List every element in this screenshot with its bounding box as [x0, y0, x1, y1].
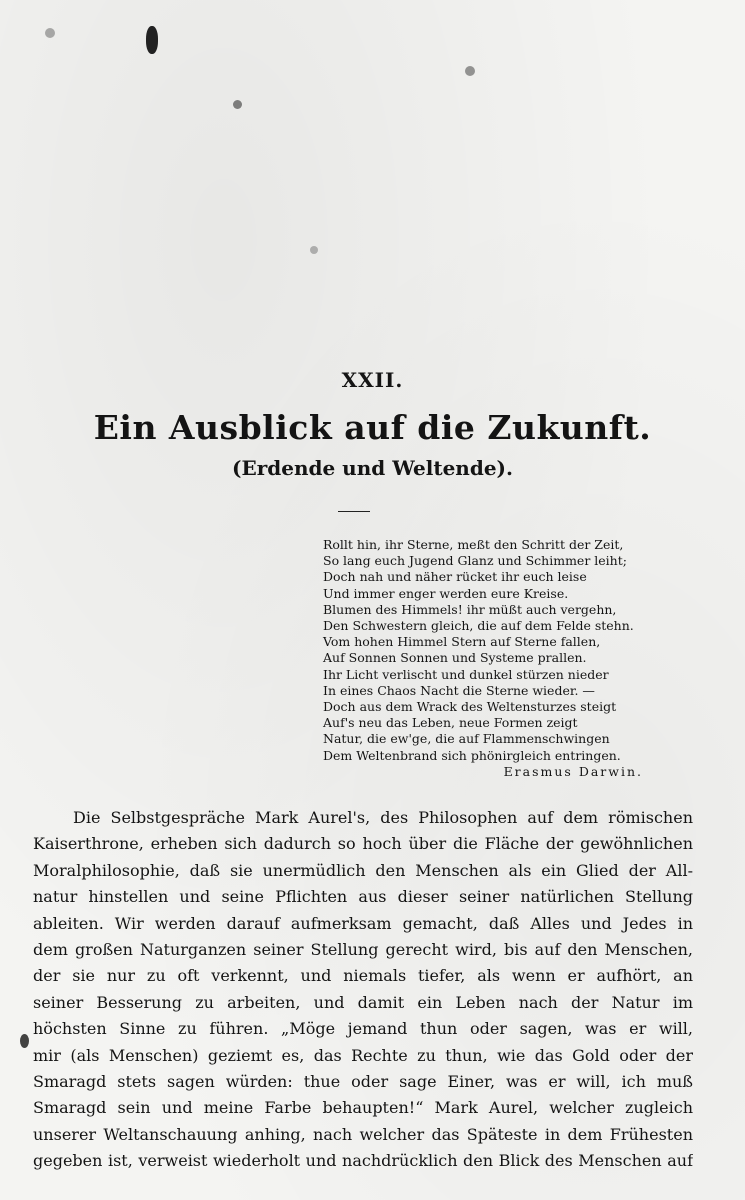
ink-speck — [465, 66, 475, 76]
body-line: der sie nur zu oft verkennt, und niemals tiefer, als wenn er aufhört, an — [33, 966, 693, 986]
poem-line: Rollt hin, ihr Sterne, meßt den Schritt der Zeit, — [323, 537, 624, 552]
poem-line: Ihr Licht verlischt und dunkel stürzen nieder — [323, 666, 609, 682]
body-line: natur hinstellen und seine Pflichten aus dieser seiner natürlichen Stellung — [33, 887, 693, 907]
body-line: höchsten Sinne zu führen. „Möge jemand thun oder sagen, was er will, — [33, 1019, 693, 1039]
ink-speck — [146, 26, 158, 54]
ink-speck — [20, 1034, 29, 1048]
poem-line: Dem Weltenbrand sich phönirgleich entringen. — [323, 747, 621, 763]
body-line: dem großen Naturganzen seiner Stellung gerecht wird, bis auf den Menschen, — [33, 940, 693, 960]
body-line: Moralphilosophie, daß sie unermüdlich den Menschen als ein Glied der All- — [33, 860, 693, 880]
poem-line: Und immer enger werden eure Kreise. — [323, 585, 569, 601]
poem-line: Vom hohen Himmel Stern auf Sterne fallen, — [323, 634, 601, 650]
poem-line: Auf's neu das Leben, neue Formen zeigt — [323, 715, 578, 731]
poem-line: So lang euch Jugend Glanz und Schimmer leiht; — [323, 553, 627, 569]
poem-line: In eines Chaos Nacht die Sterne wieder. — — [323, 682, 595, 698]
poem-line: Auf Sonnen Sonnen und Systeme prallen. — [323, 650, 587, 666]
body-line: gegeben ist, verweist wiederholt und nachdrücklich den Blick des Menschen auf — [33, 1151, 693, 1171]
section-divider — [338, 511, 370, 512]
body-line: Kaiserthrone, erheben sich dadurch so hoch über die Fläche der gewöhnlichen — [33, 834, 693, 854]
chapter-title: Ein Ausblick auf die Zukunft. — [93, 408, 652, 447]
poem-author: Erasmus Darwin. — [503, 763, 643, 779]
ink-speck — [310, 246, 318, 254]
epigraph-poem — [323, 537, 653, 780]
body-line: Smaragd stets sagen würden: thue oder sage Einer, was er will, ich muß — [33, 1072, 693, 1092]
body-line: Smaragd sein und meine Farbe behaupten!“ Mark Aurel, welcher zugleich — [33, 1098, 693, 1118]
poem-line: Doch nah und näher rücket ihr euch leise — [323, 569, 587, 585]
ink-speck — [233, 100, 242, 109]
ink-speck — [45, 28, 55, 38]
poem-line: Den Schwestern gleich, die auf dem Felde stehn. — [323, 618, 634, 634]
body-line: seiner Besserung zu arbeiten, und damit ein Leben nach der Natur im — [33, 992, 693, 1012]
poem-line: Doch aus dem Wrack des Weltensturzes steigt — [323, 699, 617, 715]
chapter-subtitle: (Erdende und Weltende). — [232, 456, 513, 480]
body-line: unserer Weltanschauung anhing, nach welcher das Späteste in dem Frühesten — [33, 1124, 693, 1144]
body-line: Die Selbstgespräche Mark Aurel's, des Philosophen auf dem römischen — [73, 808, 693, 827]
body-paragraph — [33, 805, 693, 1175]
poem-line: Natur, die ew'ge, die auf Flammenschwingen — [323, 731, 610, 747]
body-line: mir (als Menschen) geziemt es, das Rechte zu thun, wie das Gold oder der — [33, 1045, 693, 1065]
chapter-number: XXII. — [341, 368, 404, 392]
body-line: ableiten. Wir werden darauf aufmerksam gemacht, daß Alles und Jedes in — [33, 913, 693, 933]
poem-line: Blumen des Himmels! ihr müßt auch vergehn, — [323, 601, 617, 617]
